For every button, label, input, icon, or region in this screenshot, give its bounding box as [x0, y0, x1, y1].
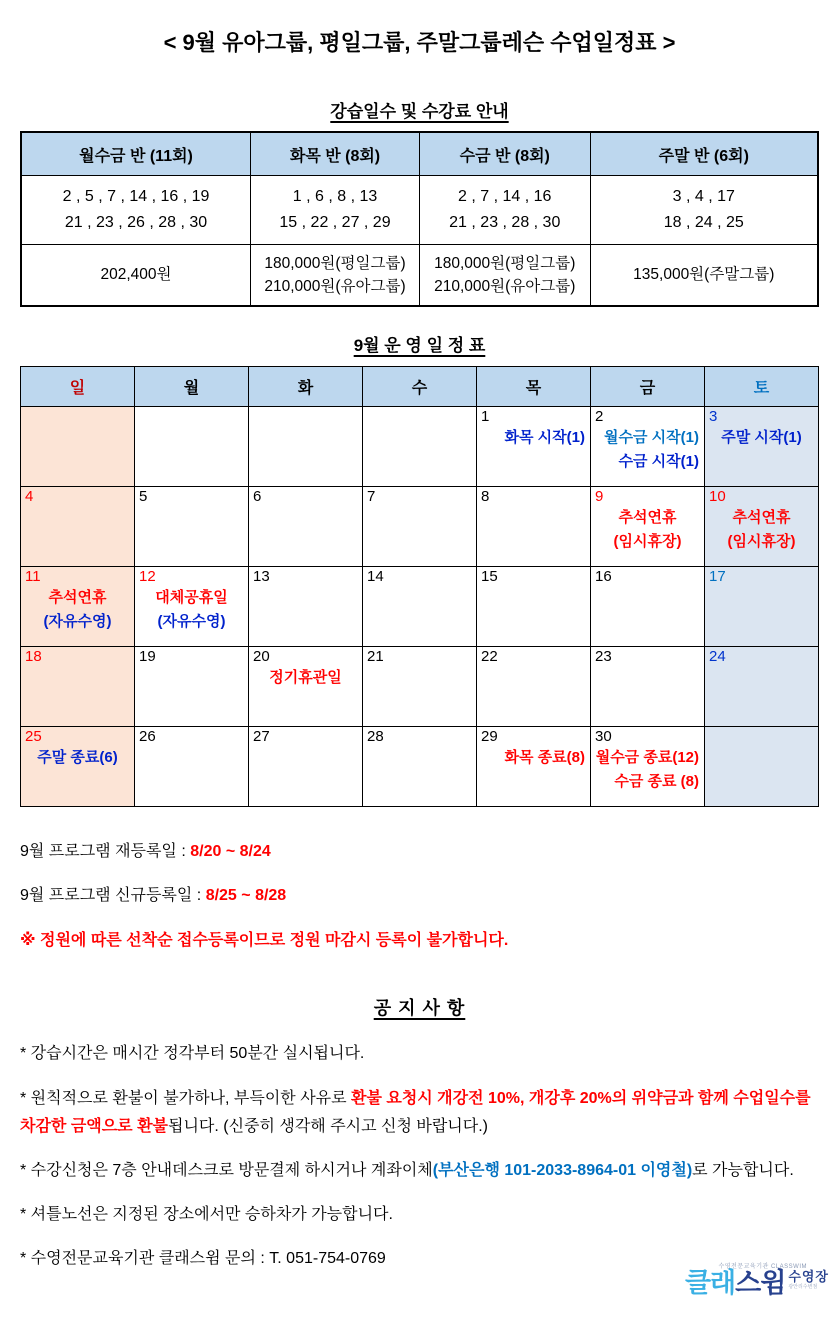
fee-days-cell: 2 , 7 , 14 , 16 21 , 23 , 28 , 30 [419, 176, 590, 245]
notice-segment: * 강습시간은 매시간 정각부터 50분간 실시됩니다. [20, 1045, 365, 1062]
calendar-event: 추석연휴 [732, 509, 791, 526]
calendar-week-row [21, 727, 819, 807]
day-number: 4 [25, 488, 34, 505]
calendar-day-header: 금 [591, 367, 705, 407]
day-number: 13 [253, 568, 270, 585]
fee-price-cell: 135,000원(주말그룹) [590, 245, 818, 307]
calendar-cell [135, 727, 249, 807]
logo-wordmark-light: 클래 [684, 1268, 736, 1298]
reenroll-dates: 8/20 ~ 8/24 [190, 843, 271, 860]
calendar-event: (임시휴장) [613, 533, 682, 550]
day-number: 1 [481, 408, 490, 425]
fee-header-row [21, 132, 818, 176]
day-number: 10 [709, 488, 726, 505]
calendar-cell [363, 407, 477, 487]
fee-price-row [21, 245, 818, 307]
calendar-event: (자유수영) [157, 613, 226, 630]
notice-segment: 로 가능합니다. [692, 1162, 794, 1179]
calendar-event: 주말 시작(1) [721, 429, 802, 446]
notice-item [20, 1085, 819, 1141]
day-number: 15 [481, 568, 498, 585]
calendar-cell [249, 567, 363, 647]
new-enroll-label: 9월 프로그램 신규등록일 : [20, 887, 206, 904]
fee-header-cell: 월수금 반 (11회) [21, 132, 251, 176]
notice-item [20, 1201, 819, 1229]
day-number: 29 [481, 728, 498, 745]
logo-row [685, 1270, 829, 1297]
day-number: 22 [481, 648, 498, 665]
calendar-day-header: 수 [363, 367, 477, 407]
calendar-cell [249, 647, 363, 727]
fee-price-cell: 180,000원(평일그룹) 210,000원(유아그룹) [251, 245, 420, 307]
day-number: 28 [367, 728, 384, 745]
day-number: 20 [253, 648, 270, 665]
calendar-event: 추석연휴 [48, 589, 107, 606]
calendar-cell [477, 727, 591, 807]
fee-price-cell: 202,400원 [21, 245, 251, 307]
notice-item [20, 1157, 819, 1185]
calendar-body [21, 407, 819, 807]
logo-pool-text: 수영장 [788, 1269, 829, 1284]
calendar-cell [705, 647, 819, 727]
fee-days-cell: 3 , 4 , 17 18 , 24 , 25 [590, 176, 818, 245]
day-number: 23 [595, 648, 612, 665]
calendar-cell [705, 727, 819, 807]
calendar-week-row [21, 487, 819, 567]
calendar-event: 수금 시작(1) [618, 453, 699, 470]
calendar-day-header: 일 [21, 367, 135, 407]
notice-segment: (부산은행 101-2033-8964-01 이영철) [432, 1162, 693, 1179]
capacity-warning: ※ 정원에 따른 선착순 접수등록이므로 정원 마감시 등록이 불가합니다. [20, 932, 509, 949]
day-number: 27 [253, 728, 270, 745]
day-number: 9 [595, 488, 604, 505]
notice-segment: 됩니다. (신중히 생각해 주시고 신청 바랍니다.) [168, 1118, 488, 1135]
calendar-event: 주말 종료(6) [37, 749, 118, 766]
new-enroll-dates: 8/25 ~ 8/28 [205, 887, 287, 904]
calendar-cell [21, 727, 135, 807]
day-number: 5 [139, 488, 148, 505]
day-number: 25 [25, 728, 42, 745]
day-number: 11 [25, 568, 41, 585]
day-number: 7 [367, 488, 376, 505]
day-number: 18 [25, 648, 42, 665]
new-enroll-line [20, 882, 819, 905]
calendar-event: 수금 종료 (8) [614, 773, 699, 790]
logo-side [788, 1270, 829, 1291]
logo-top-text: 수영전문교육기관 CLASSWIM [718, 1264, 807, 1270]
classwim-logo [685, 1261, 829, 1297]
calendar-cell [249, 407, 363, 487]
calendar-event: 월수금 종료(12) [595, 749, 699, 766]
calendar-heading: 9월 운 영 일 정 표 [353, 336, 486, 355]
notice-heading: 공 지 사 항 [373, 998, 466, 1018]
calendar-cell [135, 407, 249, 487]
day-number: 19 [139, 648, 156, 665]
calendar-cell [21, 487, 135, 567]
day-number: 8 [481, 488, 490, 505]
calendar-event: 화목 시작(1) [504, 429, 585, 446]
calendar-event: 정기휴관일 [269, 669, 342, 686]
calendar-cell [591, 567, 705, 647]
calendar-event: 대체공휴일 [155, 589, 228, 606]
calendar-cell [21, 407, 135, 487]
calendar-cell [363, 487, 477, 567]
calendar-cell [477, 487, 591, 567]
calendar-cell [591, 727, 705, 807]
calendar-table [20, 366, 819, 807]
reenroll-line [20, 838, 819, 861]
calendar-day-header: 화 [249, 367, 363, 407]
calendar-day-header: 토 [705, 367, 819, 407]
fee-days-cell: 1 , 6 , 8 , 13 15 , 22 , 27 , 29 [251, 176, 420, 245]
calendar-day-header: 월 [135, 367, 249, 407]
fee-days-cell: 2 , 5 , 7 , 14 , 16 , 19 21 , 23 , 26 , 28 , 30 [21, 176, 251, 245]
calendar-cell [477, 567, 591, 647]
calendar-week-row [21, 407, 819, 487]
calendar-cell [591, 487, 705, 567]
notice-list [20, 1040, 819, 1273]
day-number: 26 [139, 728, 156, 745]
calendar-event: (자유수영) [43, 613, 112, 630]
calendar-event: (임시휴장) [727, 533, 796, 550]
day-number: 30 [595, 728, 612, 745]
calendar-cell [249, 727, 363, 807]
day-number: 17 [709, 568, 726, 585]
calendar-cell [135, 647, 249, 727]
fee-table [20, 131, 819, 307]
calendar-cell [21, 647, 135, 727]
fee-days-row [21, 176, 818, 245]
calendar-cell [705, 487, 819, 567]
day-number: 24 [709, 648, 726, 665]
logo-wordmark-navy: 스윔 [735, 1268, 786, 1298]
calendar-day-header: 목 [477, 367, 591, 407]
calendar-cell [591, 647, 705, 727]
calendar-week-row [21, 567, 819, 647]
notice-segment: 환불 요청시 개강전 10%, 개강후 20%의 위약금과 함께 수업일수를 차감한 금액으로 환불 [20, 1090, 811, 1135]
fee-header-cell: 주말 반 (6회) [590, 132, 818, 176]
calendar-week-row [21, 647, 819, 727]
fee-header-cell: 화목 반 (8회) [251, 132, 420, 176]
day-number: 6 [253, 488, 262, 505]
page-title: < 9월 유아그룹, 평일그룹, 주말그룹레슨 수업일정표 > [163, 30, 676, 55]
calendar-cell [363, 727, 477, 807]
day-number: 3 [709, 408, 718, 425]
day-number: 14 [367, 568, 384, 585]
notice-segment: * 수강신청은 7층 안내데스크로 방문결제 하시거나 계좌이체 [20, 1162, 433, 1179]
day-number: 21 [367, 648, 384, 665]
fee-header-cell: 수금 반 (8회) [419, 132, 590, 176]
calendar-event: 추석연휴 [618, 509, 677, 526]
calendar-cell [135, 567, 249, 647]
calendar-cell [363, 647, 477, 727]
calendar-cell [477, 407, 591, 487]
day-number: 12 [139, 568, 156, 585]
notice-item [20, 1040, 819, 1068]
calendar-cell [363, 567, 477, 647]
calendar-cell [135, 487, 249, 567]
notice-segment: * 수영전문교육기관 클래스윔 문의 : T. 051-754-0769 [20, 1250, 386, 1267]
fee-price-cell: 180,000원(평일그룹) 210,000원(유아그룹) [419, 245, 590, 307]
day-number: 2 [595, 408, 604, 425]
calendar-cell [705, 567, 819, 647]
document-body [20, 26, 819, 1273]
calendar-event: 월수금 시작(1) [604, 429, 699, 446]
notice-segment: * 셔틀노선은 지정된 장소에서만 승하차가 가능합니다. [20, 1206, 393, 1223]
calendar-cell [477, 647, 591, 727]
logo-wordmark [685, 1270, 785, 1297]
fee-table-heading: 강습일수 및 수강료 안내 [330, 102, 509, 121]
calendar-event: 화목 종료(8) [504, 749, 585, 766]
reenroll-label: 9월 프로그램 재등록일 : [20, 843, 191, 860]
notice-segment: * 원칙적으로 환불이 불가하나, 부득이한 사유로 [20, 1090, 352, 1107]
calendar-cell [21, 567, 135, 647]
calendar-cell [591, 407, 705, 487]
day-number: 16 [595, 568, 612, 585]
calendar-header-row [21, 367, 819, 407]
logo-branch-text: 광안리수변점 [788, 1284, 818, 1290]
calendar-cell [249, 487, 363, 567]
calendar-cell [705, 407, 819, 487]
